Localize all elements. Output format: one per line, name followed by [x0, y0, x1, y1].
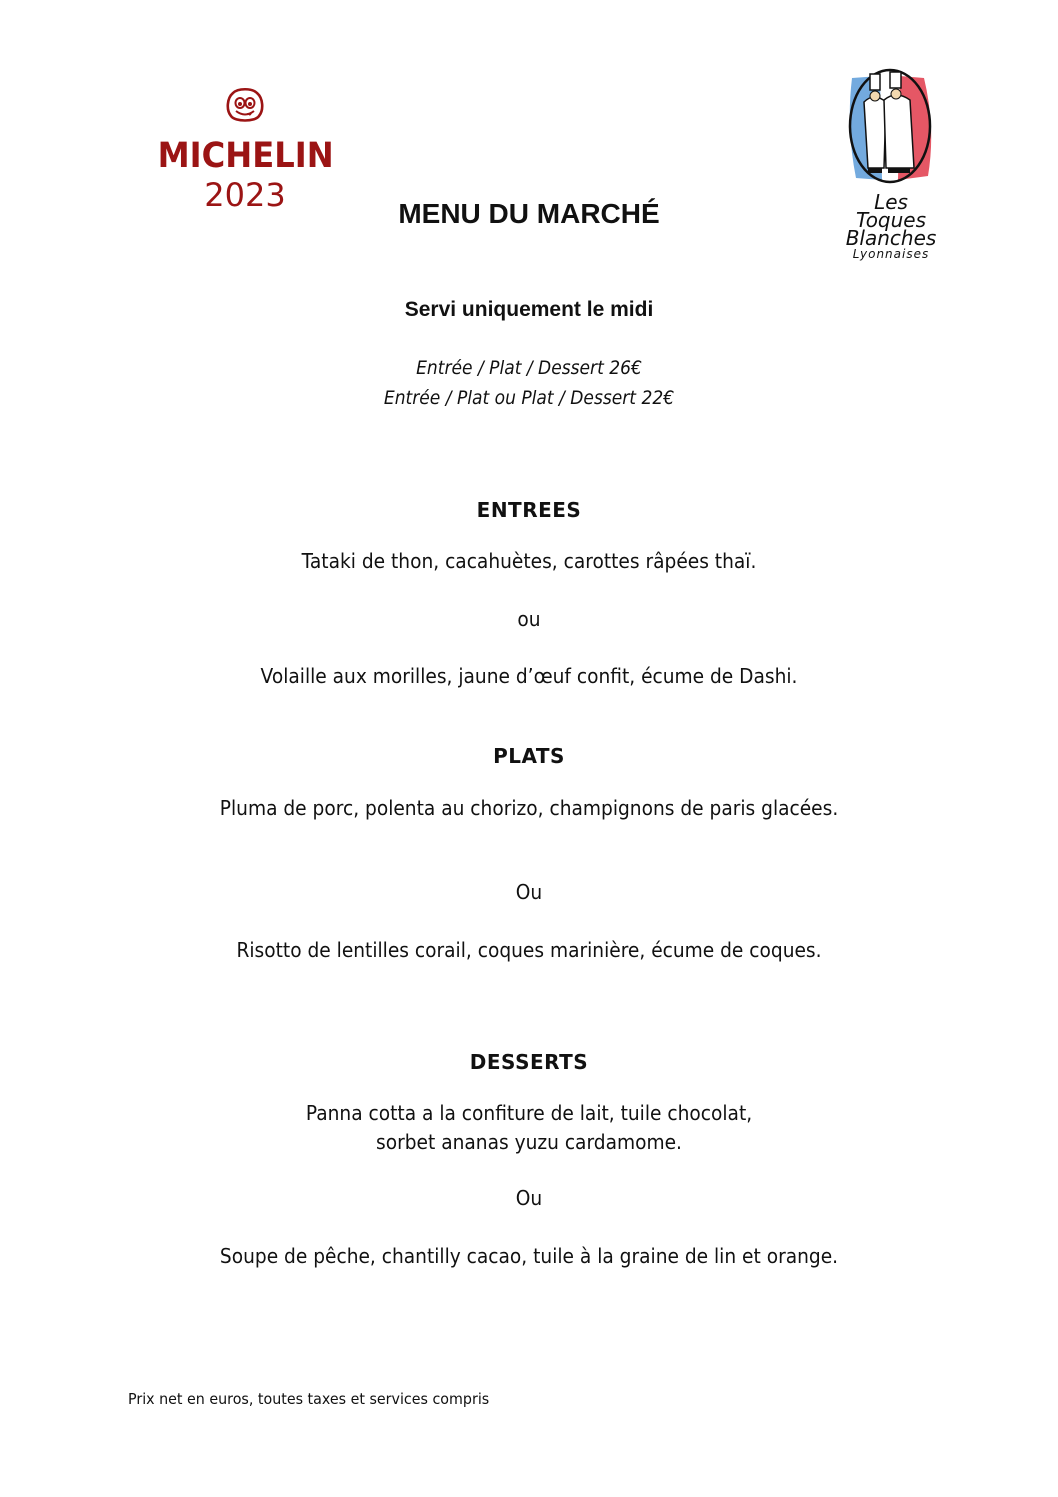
section-heading-entrees: ENTREES: [476, 498, 582, 522]
section-heading-plats: PLATS: [493, 744, 565, 768]
toques-text-line: Lyonnaises: [852, 247, 930, 261]
menu-item: Tataki de thon, cacahuètes, carottes râpées thaï.: [301, 549, 757, 573]
price-line: Entrée / Plat ou Plat / Dessert 22€: [383, 387, 675, 409]
toques-text-line: Toques: [855, 208, 927, 232]
michelin-logo: [150, 86, 340, 213]
toques-text-line: Les: [874, 190, 908, 214]
michelin-bibendum-icon: [223, 86, 267, 128]
toques-text-line: Blanches: [845, 226, 937, 250]
menu-item: Volaille aux morilles, jaune d’œuf confit, écume de Dashi.: [260, 664, 798, 688]
michelin-wordmark: MICHELIN: [157, 136, 334, 176]
menu-item-line: sorbet ananas yuzu cardamome.: [376, 1130, 682, 1154]
separator-or: Ou: [515, 880, 543, 904]
price-line: Entrée / Plat / Dessert 26€: [416, 357, 642, 379]
michelin-year: 2023: [204, 176, 286, 214]
menu-subtitle: Servi uniquement le midi: [404, 298, 654, 321]
chefs-illustration-icon: [832, 68, 950, 188]
menu-item: Risotto de lentilles corail, coques marinière, écume de coques.: [236, 938, 822, 962]
price-note: Prix net en euros, toutes taxes et services compris: [128, 1390, 490, 1408]
menu-item: Soupe de pêche, chantilly cacao, tuile à la graine de lin et orange.: [219, 1244, 839, 1268]
separator-or: Ou: [515, 1186, 543, 1210]
section-heading-desserts: DESSERTS: [469, 1050, 589, 1074]
page-title: MENU DU MARCHÉ: [398, 198, 660, 229]
separator-or: ou: [517, 607, 541, 631]
menu-item: Pluma de porc, polenta au chorizo, champignons de paris glacées.: [219, 796, 839, 820]
menu-item-line: Panna cotta a la confiture de lait, tuile chocolat,: [305, 1101, 753, 1125]
